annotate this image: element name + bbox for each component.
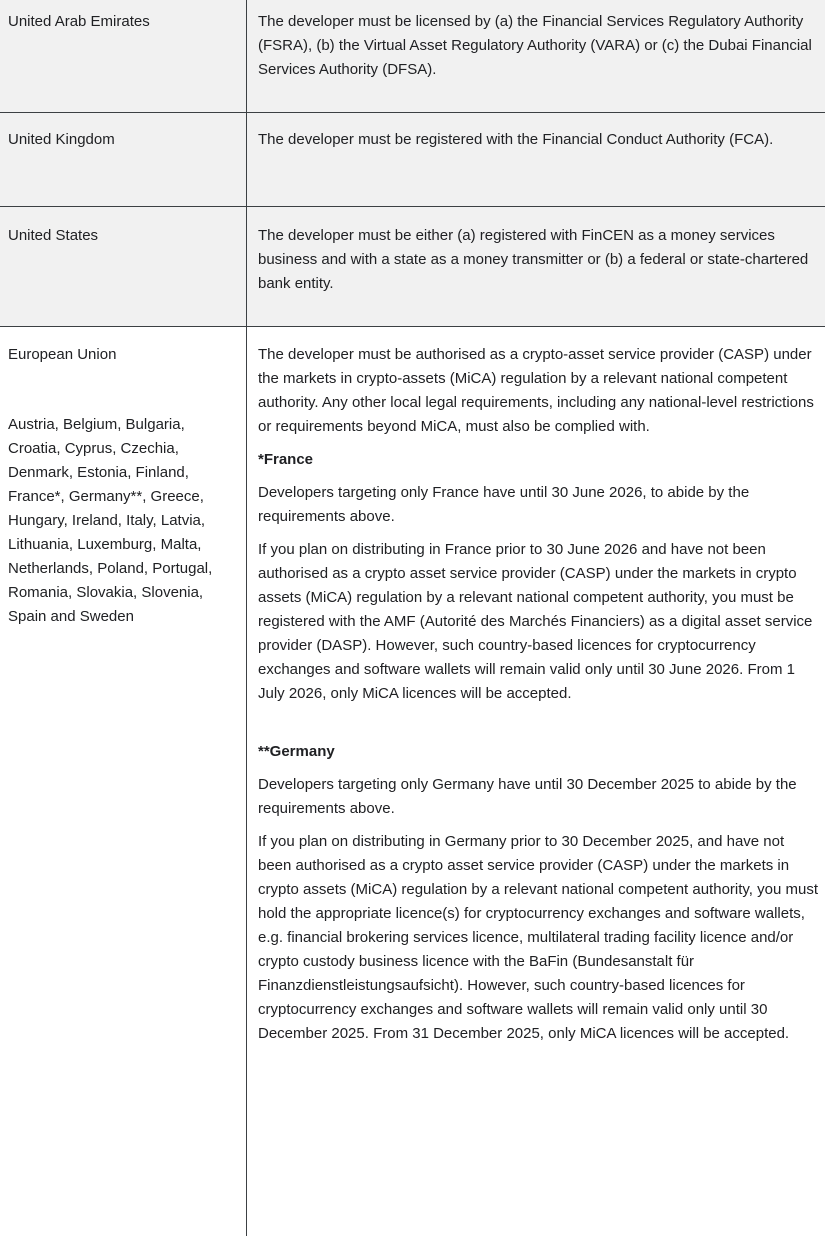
table-row <box>0 207 825 327</box>
requirement-text: The developer must be either (a) registered with FinCEN as a money services business and with a state as a money transmitter or (b) a federal or state-chartered bank entity. <box>258 227 809 292</box>
germany-heading: **Germany <box>258 743 335 760</box>
france-details: If you plan on distributing in France prior to 30 June 2026 and have not been authorised as a crypto asset service provider (CASP) under the markets in crypto assets (MiCA) regulation by a relevant national competent authority, you must be registered with the AMF (Autorité des Marchés Financiers) as a digital asset service provider (DASP). However, such country-based licences for cryptocurrency exchanges and software wallets will remain valid only until 30 June 2026. From 1 July 2026, only MiCA licences will be accepted. <box>258 541 813 702</box>
eu-member-states: Austria, Belgium, Bulgaria, Croatia, Cyprus, Czechia, Denmark, Estonia, Finland, France*, Germany**, Greece, Hungary, Ireland, Italy, Latvia, Lithuania, Luxemburg, Malta, Netherlands, Poland, Portugal, Romania, Slovakia, Slovenia, Spain and Sweden <box>8 416 213 625</box>
requirement-cell <box>258 224 818 296</box>
requirement-cell <box>258 128 818 152</box>
table-row <box>0 113 825 207</box>
requirement-cell <box>258 10 818 82</box>
column-divider <box>246 0 247 1236</box>
country-cell <box>8 10 238 34</box>
table-row <box>0 0 825 113</box>
country-name: United States <box>8 227 99 244</box>
germany-deadline: Developers targeting only Germany have until 30 December 2025 to abide by the requirements above. <box>258 776 797 817</box>
country-cell <box>8 224 238 248</box>
country-cell <box>8 343 238 629</box>
table-row <box>0 327 825 1236</box>
france-heading: *France <box>258 451 314 468</box>
requirement-text: The developer must be licensed by (a) the Financial Services Regulatory Authority (FSRA), (b) the Virtual Asset Regulatory Authority (VARA) or (c) the Dubai Financial Services Authority (DFSA). <box>258 13 812 78</box>
country-cell <box>8 128 238 152</box>
country-name: European Union <box>8 346 117 363</box>
germany-details: If you plan on distributing in Germany prior to 30 December 2025, and have not been authorised as a crypto asset service provider (CASP) under the markets in crypto assets (MiCA) regulation by a relevant national competent authority, you must hold the appropriate licence(s) for cryptocurrency exchanges and software wallets, e.g. financial brokering services licence, multilateral trading facility licence and/or crypto custody business licence with the BaFin (Bundesanstalt für Finanzdienstleistungsaufsicht). However, such country-based licences for cryptocurrency exchanges and software wallets will remain valid only until 30 December 2025. From 31 December 2025, only MiCA licences will be accepted. <box>258 833 818 1042</box>
country-name: United Kingdom <box>8 131 115 148</box>
requirement-cell <box>258 343 818 1046</box>
requirement-text: The developer must be authorised as a crypto-asset service provider (CASP) under the markets in crypto-assets (MiCA) regulation by a relevant national competent authority. Any other local legal requirements, including any national-level restrictions or requirements beyond MiCA, must also be complied with. <box>258 346 814 435</box>
requirement-text: The developer must be registered with the Financial Conduct Authority (FCA). <box>258 131 774 148</box>
france-deadline: Developers targeting only France have until 30 June 2026, to abide by the requirements above. <box>258 484 750 525</box>
country-name: United Arab Emirates <box>8 13 150 30</box>
